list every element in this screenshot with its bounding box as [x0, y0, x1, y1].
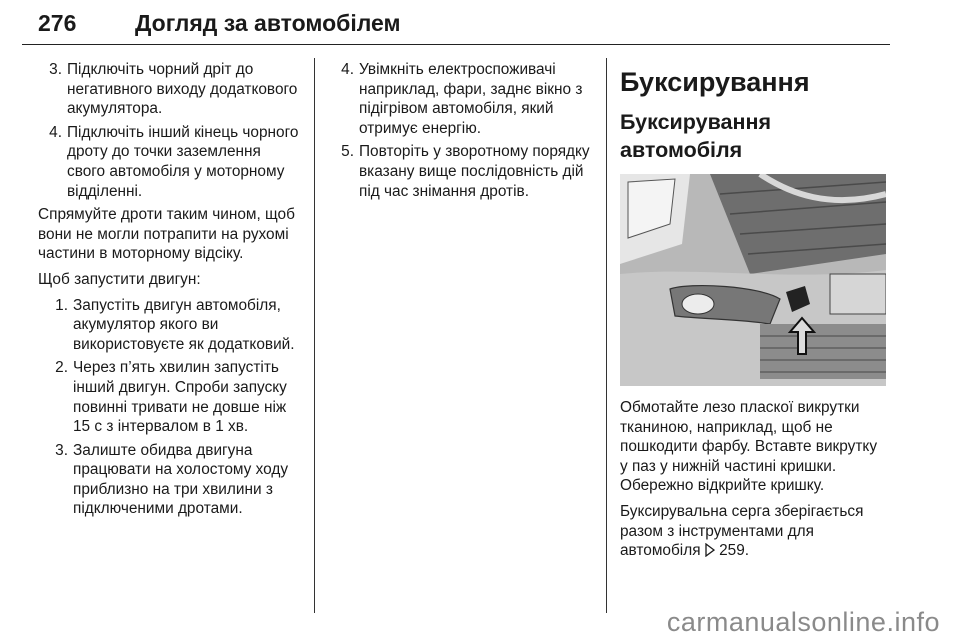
paragraph: Спрямуйте дроти таким чином, щоб вони не могли потрапити на рухомі частини в моторному відсіку. [38, 206, 295, 263]
list-item-text: Підключіть інший кінець чорного дроту до точки заземлення свого автомобіля у моторному відділенні. [67, 123, 299, 200]
list-item-text: Залиште обидва двигуна працювати на холостому ходу приблизно на три хвилини з підключеними дротами. [73, 441, 289, 518]
column-1 [38, 60, 303, 523]
list-item-number: 1. [55, 296, 68, 314]
list-item-text: Через п’ять хвилин запустіть інший двигун. Спроби запуску повинні тривати не довше ніж 15 с з інтервалом в 1 хв. [73, 359, 287, 436]
page-number: 276 [38, 10, 77, 36]
column-3 [620, 60, 888, 567]
list-item [44, 296, 303, 355]
list-item [38, 60, 303, 119]
watermark: carmanualsonline.info [666, 607, 940, 637]
list-item-text: Увімкніть електроспоживачі наприклад, фари, заднє вікно з підігрівом автомобіля, який отримує енергію. [359, 61, 583, 137]
column-divider [606, 58, 607, 613]
list-item [330, 142, 602, 201]
list-item [44, 358, 303, 436]
section-subheading: Буксирування автомобіля [620, 110, 771, 162]
list-item-text: Підключіть чорний дріт до негативного виходу додаткового акумулятора. [67, 61, 298, 118]
car-front-towing-eye-illustration [620, 174, 886, 386]
list-item-number: 5. [341, 143, 354, 161]
list-item [38, 123, 303, 201]
list-item-number: 3. [55, 441, 68, 459]
column-divider [314, 58, 315, 613]
paragraph: Щоб запустити двигун: [38, 270, 201, 288]
list-item-number: 2. [55, 359, 68, 377]
page-reference-arrow-icon [705, 543, 715, 557]
list-item-number: 4. [341, 61, 354, 78]
page-title: Догляд за автомобілем [135, 10, 401, 36]
list-item [330, 60, 602, 138]
list-item-text: Повторіть у зворотному порядку вказану вище послідовність дій під час знімання дротів. [359, 143, 590, 200]
section-heading: Буксирування [620, 67, 810, 97]
paragraph-with-reference [620, 502, 888, 561]
paragraph: Обмотайте лезо пласкої викрутки тканиною, наприклад, щоб не пошкодити фарбу. Вставте викрутку у паз у нижній частині кришки. Обережно відкрийте кришку. [620, 399, 878, 495]
list-item-text: Запустіть двигун автомобіля, акумулятор якого ви використовуєте як додатковий. [73, 296, 295, 353]
list-item [44, 441, 303, 519]
page-reference-link[interactable]: 259. [719, 542, 750, 560]
column-2 [330, 60, 602, 205]
list-item-number: 4. [49, 123, 62, 141]
list-item-number: 3. [49, 61, 62, 78]
paragraph-text: Буксирувальна серга зберігається разом з інструментами для автомобіля [620, 502, 864, 560]
page-header [22, 4, 890, 45]
